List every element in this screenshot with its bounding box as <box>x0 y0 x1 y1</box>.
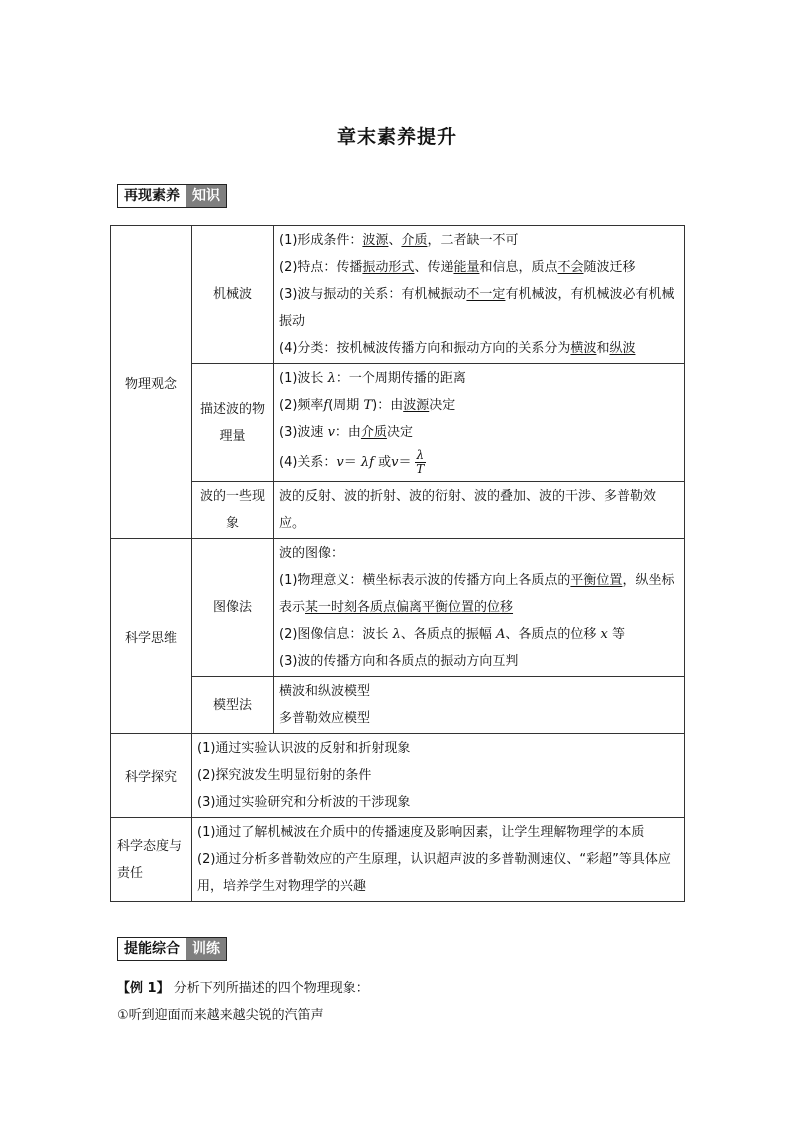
cell-image-method: 波的图像： (1)物理意义：横坐标表示波的传播方向上各质点的平衡位置，纵坐标表示某一时刻各质点偏离平衡位置的位移 (2)图像信息：波长 λ、各质点的振幅 A、各质点的位移 x 等 (3)波的传播方向和各质点的振动方向互判 <box>274 539 685 677</box>
sub-model-method: 模型法 <box>192 677 274 734</box>
sub-wave-quantities: 描述波的物理量 <box>192 364 274 482</box>
example-1-intro: 【例 1】 分析下列所描述的四个物理现象： <box>117 981 369 996</box>
page-title: 章末素养提升 <box>336 126 457 148</box>
sub-wave-phenomena: 波的一些现象 <box>192 482 274 539</box>
cat-inquiry: 科学探究 <box>111 734 192 818</box>
section-header-knowledge <box>117 184 227 208</box>
section-label-tag: 训练 <box>186 938 226 960</box>
cell-inquiry: (1)通过实验认识波的反射和折射现象 (2)探究波发生明显衍射的条件 (3)通过实验研究和分析波的干涉现象 <box>192 734 685 818</box>
sub-image-method: 图像法 <box>192 539 274 677</box>
example-1-item-1: ①听到迎面而来越来越尖锐的汽笛声 <box>117 1008 324 1023</box>
cell-model-method: 横波和纵波模型 多普勒效应模型 <box>274 677 685 734</box>
cat-attitude: 科学态度与责任 <box>111 818 192 902</box>
knowledge-table <box>110 225 685 902</box>
cell-attitude: (1)通过了解机械波在介质中的传播速度及影响因素，让学生理解物理学的本质 (2)通过分析多普勒效应的产生原理，认识超声波的多普勒测速仪、“彩超”等具体应用，培养学生对物理学的兴趣 <box>192 818 685 902</box>
sub-mechanical-wave: 机械波 <box>192 226 274 364</box>
section-label-main: 再现素养 <box>118 185 186 207</box>
cat-physics: 物理观念 <box>111 226 192 539</box>
cell-wave-phenomena: 波的反射、波的折射、波的衍射、波的叠加、波的干涉、多普勒效应。 <box>274 482 685 539</box>
cell-mechanical-wave: (1)形成条件：波源、介质，二者缺一不可 (2)特点：传播振动形式、传递能量和信息，质点不会随波迁移 (3)波与振动的关系：有机械振动不一定有机械波，有机械波必有机械振动 (4)分类：按机械波传播方向和振动方向的关系分为横波和纵波 <box>274 226 685 364</box>
section-label-main: 提能综合 <box>118 938 186 960</box>
fraction-lambda-over-t: $\frac{\lambda}{T}$ <box>416 448 425 476</box>
section-label-tag: 知识 <box>186 185 226 207</box>
cell-wave-quantities: (1)波长 λ：一个周期传播的距离 (2)频率f(周期 T)：由波源决定 (3)波速 v：由介质决定 (4)关系：v＝ λf 或v＝ $\frac{\lambda}{T}$ <box>274 364 685 482</box>
cat-thinking: 科学思维 <box>111 539 192 734</box>
section-header-practice <box>117 937 227 961</box>
